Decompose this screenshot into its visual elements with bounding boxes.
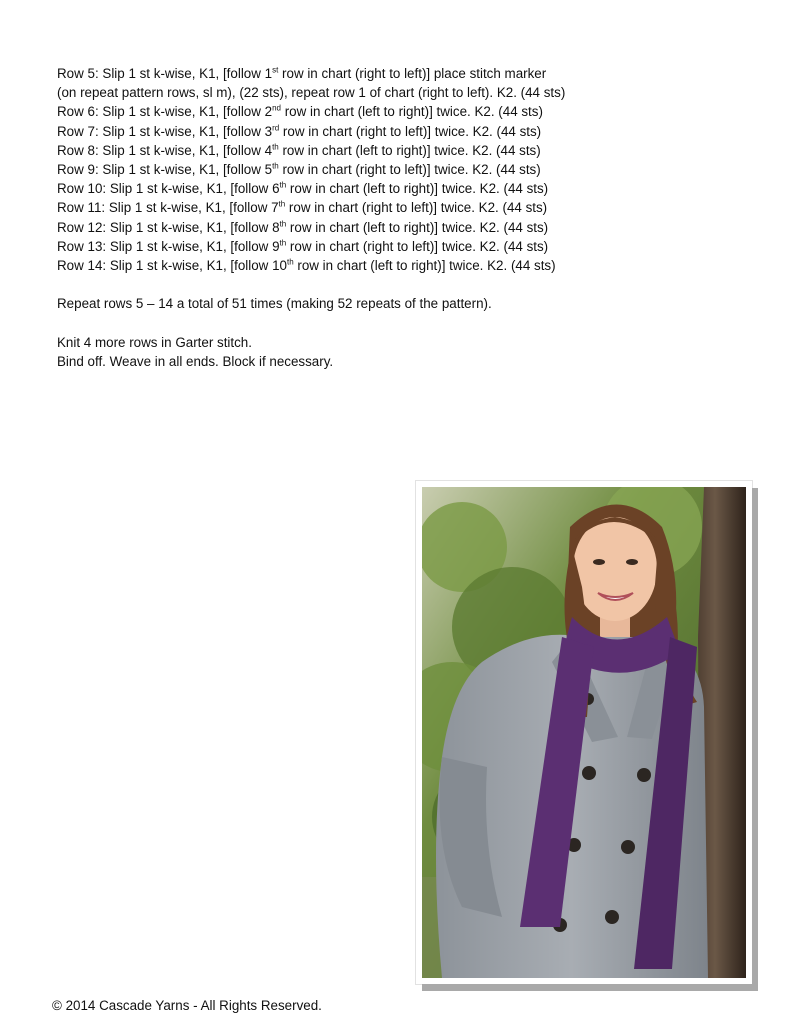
row-13-instruction: Row 13: Slip 1 st k-wise, K1, [follow 9th row in chart (right to left)] twice. K2. (44 sts) — [57, 238, 549, 254]
face — [573, 517, 657, 621]
finishing-line-bind-off: Bind off. Weave in all ends. Block if necessary. — [57, 354, 334, 370]
coat-button — [637, 768, 651, 782]
finishing-instructions — [57, 333, 333, 371]
row-14-instruction: Row 14: Slip 1 st k-wise, K1, [follow 10th row in chart (left to right)] twice. K2. (44 sts) — [57, 257, 556, 274]
row-11-instruction: Row 11: Slip 1 st k-wise, K1, [follow 7th row in chart (right to left)] twice. K2. (44 sts) — [57, 199, 548, 216]
model-photo-illustration — [422, 487, 746, 978]
coat-button — [621, 840, 635, 854]
repeat-note: Repeat rows 5 – 14 a total of 51 times (making 52 repeats of the pattern). — [57, 296, 492, 311]
row-6-instruction: Row 6: Slip 1 st k-wise, K1, [follow 2nd row in chart (left to right)] twice. K2. (44 sts) — [57, 103, 543, 120]
copyright-footer: © 2014 Cascade Yarns - All Rights Reserved. — [52, 998, 322, 1013]
row-9-instruction: Row 9: Slip 1 st k-wise, K1, [follow 5th row in chart (right to left)] twice. K2. (44 sts) — [57, 161, 541, 178]
row-10-instruction: Row 10: Slip 1 st k-wise, K1, [follow 6th row in chart (left to right)] twice. K2. (44 sts) — [57, 180, 549, 197]
row-5-instruction: Row 5: Slip 1 st k-wise, K1, [follow 1st row in chart (right to left)] place stitch marker — [57, 65, 547, 81]
finishing-line-garter: Knit 4 more rows in Garter stitch. — [57, 335, 252, 350]
coat-button — [582, 766, 596, 780]
coat-button — [605, 910, 619, 924]
pattern-instructions — [57, 64, 757, 275]
row-8-instruction: Row 8: Slip 1 st k-wise, K1, [follow 4th row in chart (left to right)] twice. K2. (44 sts) — [57, 142, 541, 158]
model-photo — [422, 487, 746, 978]
model-photo-frame — [416, 481, 752, 984]
row-5-instruction-continued: (on repeat pattern rows, sl m), (22 sts), repeat row 1 of chart (right to left). K2. (44 sts) — [57, 85, 566, 101]
row-12-instruction: Row 12: Slip 1 st k-wise, K1, [follow 8th row in chart (left to right)] twice. K2. (44 sts) — [57, 219, 549, 235]
row-7-instruction: Row 7: Slip 1 st k-wise, K1, [follow 3rd row in chart (right to left)] twice. K2. (44 sts) — [57, 123, 542, 139]
